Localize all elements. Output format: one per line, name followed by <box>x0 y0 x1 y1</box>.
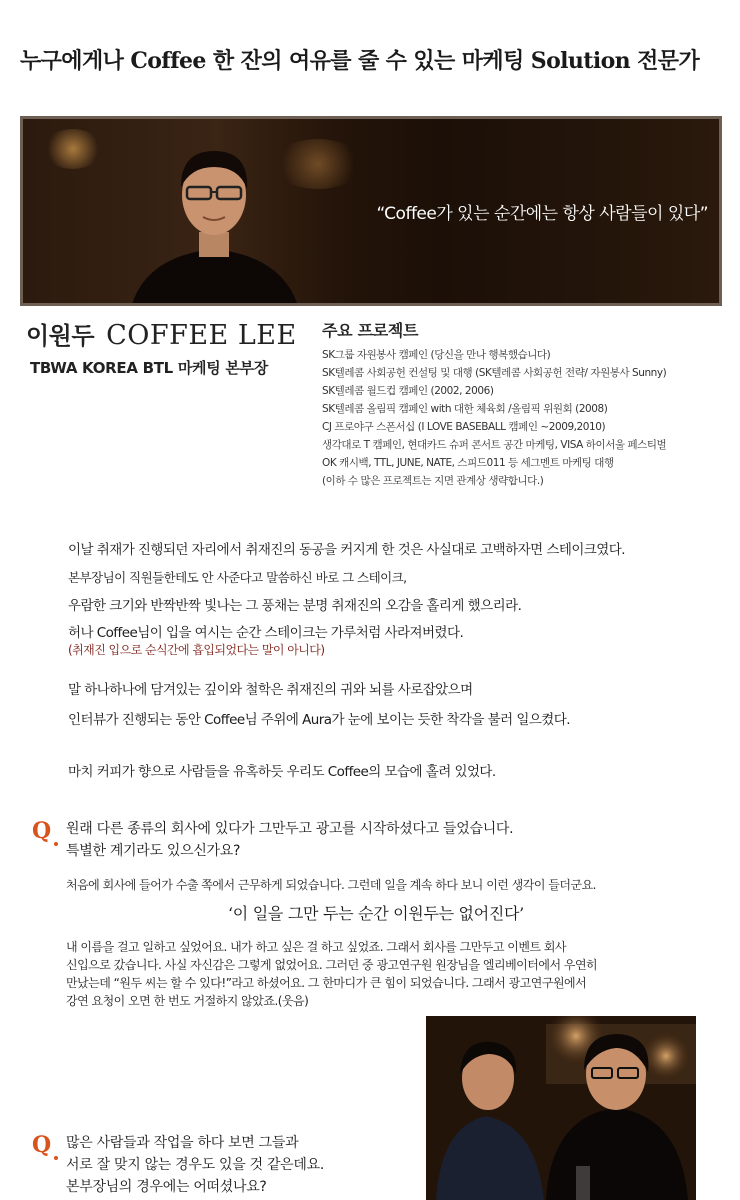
profile-name-line <box>26 316 306 351</box>
q-icon <box>32 818 62 854</box>
question-line: 원래 다른 종류의 회사에 있다가 그만두고 광고를 시작하셨다고 들었습니다. <box>66 821 514 837</box>
q-icon-letter: Q <box>32 1132 52 1158</box>
answer-line: 내 이름을 걸고 일하고 싶었어요. 내가 하고 싶은 걸 하고 싶었죠. 그래서 회사를 그만두고 이벤트 회사 <box>66 940 567 954</box>
question-line: 많은 사람들과 작업을 하다 보면 그들과 <box>66 1135 299 1151</box>
project-item: SK그룹 자원봉사 캠페인 (당신을 만나 행복했습니다) <box>322 349 551 361</box>
intro-line: 인터뷰가 진행되는 동안 Coffee님 주위에 Aura가 눈에 보이는 듯한 착각을 불러 일으켰다. <box>68 712 571 728</box>
question-2 <box>32 1132 712 1198</box>
intro-line: 본부장님이 직원들한테도 안 사준다고 말씀하신 바로 그 스테이크, <box>68 570 407 585</box>
project-item: OK 캐시백, TTL, JUNE, NATE, 스피드011 등 세그멘트 마케팅 대행 <box>322 457 614 469</box>
projects-heading: 주요 프로젝트 <box>322 321 419 340</box>
project-item: CJ 프로야구 스폰서십 (I LOVE BASEBALL 캠페인 ~2009,2010) <box>322 421 606 433</box>
intro-line: 이날 취재가 진행되던 자리에서 취재진의 동공을 커지게 한 것은 사실대로 고백하자면 스테이크였다. <box>68 542 626 558</box>
profile-title: TBWA KOREA BTL 마케팅 본부장 <box>30 359 268 377</box>
intro-line: 말 하나하나에 담겨있는 깊이와 철학은 취재진의 귀와 뇌를 사로잡았으며 <box>68 682 473 698</box>
profile-name-kr: 이원두 <box>26 322 95 350</box>
intro-line: 허나 Coffee님이 입을 여시는 순간 스테이크는 가루처럼 사라져버렸다. <box>68 625 464 641</box>
answer-1 <box>66 876 686 1010</box>
answer-line: 강연 요청이 오면 한 번도 거절하지 않았죠.(웃음) <box>66 994 309 1008</box>
hero-lamp-glow <box>43 129 103 169</box>
profile-block <box>26 316 306 378</box>
intro-line: 우람한 크기와 반짝반짝 빛나는 그 풍채는 분명 취재진의 오감을 홀리게 했으리라. <box>68 598 522 614</box>
question-line: 본부장님의 경우에는 어떠셨나요? <box>66 1179 267 1195</box>
question-1 <box>32 818 712 862</box>
intro-note: (취재진 입으로 순식간에 흡입되었다는 말이 아니다) <box>68 643 325 657</box>
hero-quote: “Coffee가 있는 순간에는 항상 사람들이 있다” <box>376 204 708 224</box>
intro-line: 마치 커피가 향으로 사람들을 유혹하듯 우리도 Coffee의 모습에 홀려 있었다. <box>68 764 496 780</box>
intro-paragraph <box>68 538 728 780</box>
q-icon-dot <box>54 1156 58 1160</box>
q-icon-letter: Q <box>32 818 52 844</box>
answer-quote: ‘이 일을 그만 두는 순간 이원두는 없어진다’ <box>228 904 524 923</box>
projects-section <box>322 318 732 490</box>
question-line: 특별한 계기라도 있으신가요? <box>66 843 241 859</box>
project-item: SK텔레콤 월드컵 캠페인 (2002, 2006) <box>322 385 494 397</box>
project-item: (이하 수 많은 프로젝트는 지면 관계상 생략합니다.) <box>322 475 544 487</box>
q-icon-dot <box>54 842 58 846</box>
profile-name-en: COFFEE LEE <box>106 320 297 351</box>
answer-intro: 처음에 회사에 들어가 수출 쪽에서 근무하게 되었습니다. 그런데 일을 계속 하다 보니 이런 생각이 들더군요. <box>66 878 596 892</box>
project-item: SK텔레콤 올림픽 캠페인 with 대한 체육회 /올림픽 위원회 (2008) <box>322 403 608 415</box>
answer-line: 신입으로 갔습니다. 사실 자신감은 그렇게 없었어요. 그러던 중 광고연구원 원장님을 엘리베이터에서 우연히 <box>66 958 598 972</box>
answer-line: 만났는데 “원두 씨는 할 수 있다!”라고 하셨어요. 그 한마디가 큰 힘이 되었습니다. 그래서 광고연구원에서 <box>66 976 587 990</box>
project-item: 생각대로 T 캠페인, 현대카드 슈퍼 콘서트 공간 마케팅, VISA 하이서울 페스티벌 <box>322 439 667 451</box>
hero-banner <box>20 116 722 306</box>
hero-portrait-photo <box>119 137 309 306</box>
question-line: 서로 잘 맞지 않는 경우도 있을 것 같은데요. <box>66 1157 325 1173</box>
projects-list <box>322 346 732 490</box>
page-headline: 누구에게나 Coffee 한 잔의 여유를 줄 수 있는 마케팅 Solution 전문가 <box>20 48 700 74</box>
q-icon <box>32 1132 62 1168</box>
project-item: SK텔레콤 사회공헌 컨설팅 및 대행 (SK텔레콤 사회공헌 전략/ 자원봉사 Sunny) <box>322 367 667 379</box>
